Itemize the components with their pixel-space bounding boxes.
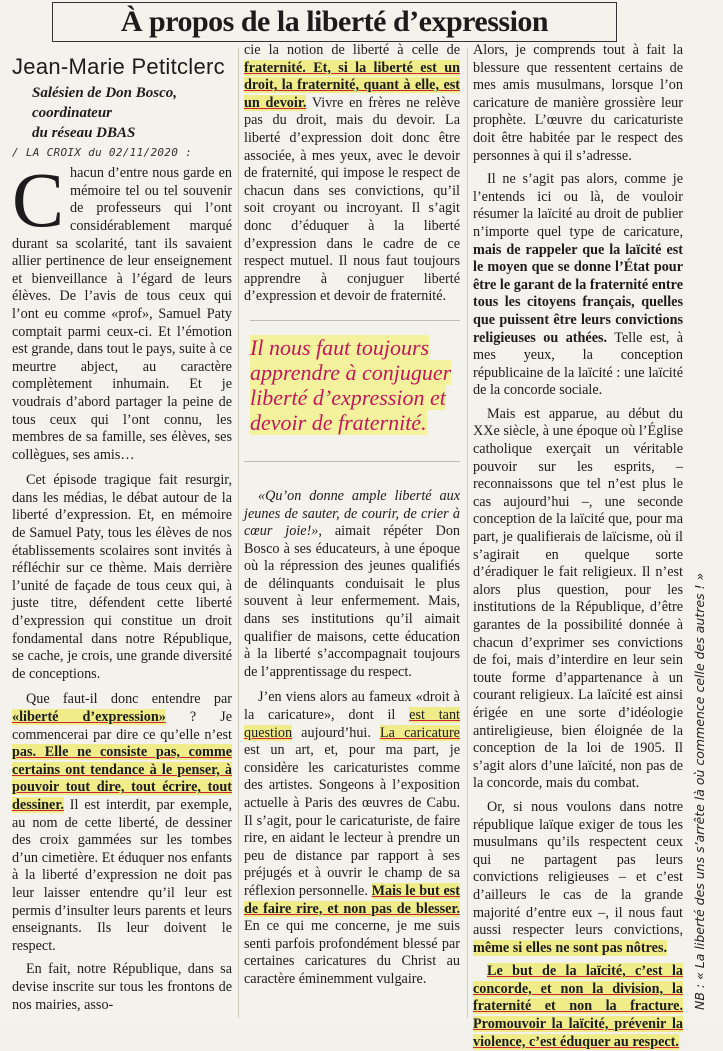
divider xyxy=(244,461,460,462)
highlight: même si elles ne sont pas nôtres. xyxy=(473,939,668,956)
paragraph: «Qu’on donne ample liberté aux jeunes de sauter, de courir, de crier à cœur joie!», aimait répéter Don Bosco à ses éducateurs, à une époque où la répression des jeunes qualifiés de délinquants conduisait le plus souvent à leur enfermement. Mais, dans ses institutions qu’il aimait qualifier de maisons, cette éducation à la liberté s’accompagnait toujours de l’apprentissage du respect. xyxy=(244,487,461,680)
paragraph: cie la notion de liberté à celle de fraternité. Et, si la liberté est un droit, la fraternité, quant à elle, est un devoir. Vivre en frères ne relève pas du droit, mais du devoir. La liberté d’expression doit donc être associée, à mes yeux, avec le devoir de fraternité, qui impose le respect de chacun dans ses convictions, qu’il soit croyant ou incroyant. Il s’agit donc d’éduquer à la liberté d’expression dans le cadre de ce respect mutuel. Il nous faut toujours apprendre à conjuguer liberté d’expression et devoir de fraternité. xyxy=(244,42,461,305)
column-1 xyxy=(12,54,232,1014)
column-3 xyxy=(473,42,683,1051)
paragraph: Or, si nous voulons dans notre république laïque exiger de tous les musulmans qu’ils respectent ceux qui ne partagent pas leurs convictions religieuses – et c’est d’ailleurs le cas de la grande majorité d’entre eux –, il nous faut aussi respecter leurs convictions, même si elles ne sont pas nôtres. xyxy=(473,798,683,956)
bold-text: mais de rappeler que la laïcité est le moyen que se donne l’État pour être le garant de la fraternité entre tous les citoyens français, quelles que puissent être leurs convictions religieuses ou athées. xyxy=(473,241,683,346)
handwritten-margin-note: NB : « La liberté des uns s’arrête là où commence celle des autres ! » xyxy=(692,572,707,1010)
paragraph: Mais est apparue, au début du XXe siècle, à une époque où l’Église catholique exerçait un véritable pouvoir sur les esprits, – reconnaissons que tel n’est plus le cas aujourd’hui –, une seconde conception de la laïcité que, pour ma part, je qualifierais de laïcisme, où il s’agirait en quelque sorte d’éradiquer le fait religieux. Il n’est alors plus question, pour les institutions de la République, d’être garantes de la possibilité donnée à chacun d’exprimer ses convictions de foi, mais d’interdire en leur sein toute forme d’appartenance à un courant religieux. La laïcité est ainsi érigée en une sorte d’idéologie antireligieuse, bien éloignée de la conception de la loi de 1905. Il s’agit alors d’une laïcité, non pas de la concorde, mais du combat. xyxy=(473,405,683,792)
highlight: Mais le but est de faire rire, et non pas de blesser. xyxy=(244,882,460,917)
highlight: La caricature xyxy=(380,724,460,741)
article-title: À propos de la liberté d’expression xyxy=(52,2,617,42)
paragraph: En fait, notre République, dans sa devise inscrite sur tous les frontons de nos mairies, asso- xyxy=(12,961,232,1013)
highlight: Le but de la laïcité, c’est la concorde, et non la division, la fraternité et non la fracture. Promouvoir la laïcité, prévenir la violence, c’est éduquer au respect. xyxy=(473,963,683,1050)
author-name: Jean-Marie Petitclerc xyxy=(12,54,225,79)
author-role-line: du réseau DBAS xyxy=(32,124,136,141)
handwritten-source-note: / LA CROIX du 02/11/2020 : xyxy=(12,145,192,159)
author-role-line: Salésien de Don Bosco, xyxy=(32,84,178,101)
column-divider xyxy=(467,48,468,1018)
author-role-line: coordinateur xyxy=(32,104,113,121)
paragraph: Alors, je comprends tout à fait la blessure que ressentent certains de mes amis musulmans, lorsque l’on caricature de manière grossière leur prophète. L’œuvre du caricaturiste doit être habitée par le respect des personnes à qui il s’adresse. xyxy=(473,42,683,164)
drop-cap: C xyxy=(12,156,65,244)
column-divider xyxy=(238,48,239,1018)
paragraph: Il ne s’agit pas alors, comme je l’entends ici ou là, de vouloir résumer la laïcité au droit de publier n’importe quel type de caricature, mais de rappeler que la laïcité est le moyen que se donne l’État pour être le garant de la fraternité entre tous les citoyens français, quelles que puissent être leurs convictions religieuses ou athées. Telle est, à mes yeux, la conception républicaine de la laïcité : une laïcité de la concorde sociale. xyxy=(473,171,684,399)
paragraph: Que faut-il donc entendre par «liberté d’expression» ? Je commencerai par dire ce qu’elle n’est pas. Elle ne consiste pas, comme certains ont tendance à le penser, à pouvoir tout dire, tout écrire, tout dessiner. Il est interdit, par exemple, au nom de cette liberté, de dessiner des croix gammées sur les tombes d’un cimetière. Et éduquer nos enfants à la liberté d’expression ne doit pas leur laisser entendre qu’il leur est permis d’insulter leurs parents et leurs enseignants. Ils leur doivent le respect. xyxy=(12,691,232,954)
column-2 xyxy=(244,42,460,989)
highlight: fraternité. Et, si la liberté est un droit, la fraternité, quant à elle, est un devoir. xyxy=(244,59,460,111)
pull-quote: Il nous faut toujours apprendre à conjuguer liberté d’expression et devoir de fraternité. xyxy=(250,320,460,435)
paragraph: J’en viens alors au fameux «droit à la caricature», dont il est tant question aujourd’hui. La caricature est un art, et, pour ma part, je considère les caricaturistes comme des artistes. Songeons à l’exposition actuelle à Paris des œuvres de Cabu. Il s’agit, pour le caricaturiste, de faire rire, en aidant le lecteur à prendre un peu de distance par rapport à ses préjugés et à ouvrir le champ de sa réflexion personnelle. Mais le but est de faire rire, et non pas de blesser. En ce qui me concerne, je me suis senti parfois profondément blessé par certaines caricatures du Christ au caractère éminemment vulgaire. xyxy=(244,689,460,987)
highlight: «liberté d’expression» xyxy=(12,709,166,725)
paragraph: Chacun d’entre nous garde en mémoire tel ou tel souvenir de professeurs qui l’ont considérablement marqué durant sa scolarité, tant ils savaient allier pertinence de leur enseignement et bienveillance à l’égard de leurs élèves. De l’avis de tous ceux qui l’ont eu comme «prof», Samuel Paty comptait parmi ceux-ci. Et l’émotion est grande, dans tout le pays, suite à ce meurtre abject, au caractère complètement inhumain. Et je voudrais d’abord partager la peine de tous ceux qui l’ont connu, les membres de sa famille, ses élèves, ses collègues, ses amis… xyxy=(12,156,232,463)
highlight: est tant question xyxy=(244,707,460,741)
paragraph xyxy=(473,963,683,1051)
paragraph: Cet épisode tragique fait resurgir, dans les médias, le débat autour de la liberté d’expression. Et, en mémoire de Samuel Paty, tous les élèves de nos établissements scolaires sont invités à réfléchir sur ce thème. Mais derrière l’unité de façade de tous ceux qui, à juste titre, défendent cette liberté d’expression qui constitue un droit fondamental dans notre République, se cache, je crois, une grande diversité de conceptions. xyxy=(12,472,232,682)
highlight: pas. Elle ne consiste pas, comme certains ont tendance à le penser, à pouvoir tout dire, tout écrire, tout dessiner. xyxy=(12,744,232,813)
